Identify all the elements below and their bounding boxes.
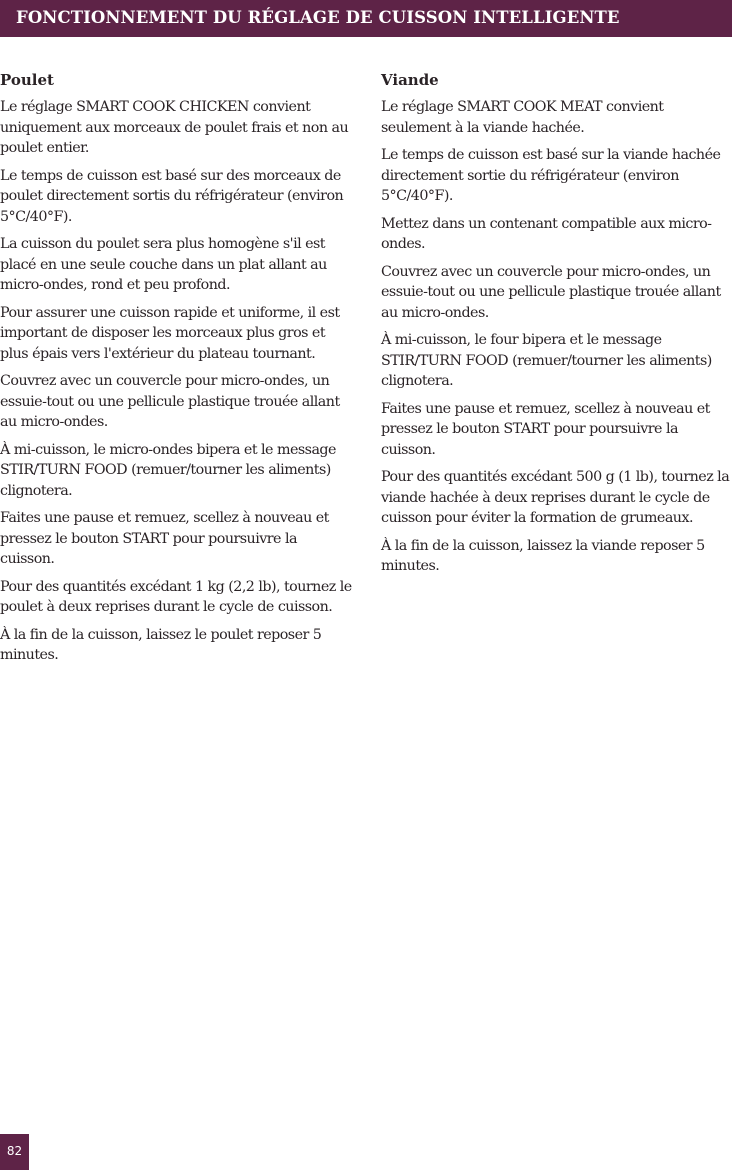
- poulet-paragraph: À mi-cuisson, le micro-ondes bipera et le message STIR/TURN FOOD (remuer/tourner les aliments) clignotera.: [0, 441, 336, 499]
- poulet-heading: Poulet: [0, 71, 54, 89]
- viande-paragraph: Le réglage SMART COOK MEAT convient seulement à la viande hachée.: [381, 99, 664, 136]
- viande-column: [381, 70, 732, 584]
- page-number: 82: [6, 1144, 23, 1158]
- poulet-paragraph: Couvrez avec un couvercle pour micro-ondes, un essuie-tout ou une pellicule plastique trouée allant au micro-ondes.: [0, 373, 340, 430]
- poulet-paragraph: Pour des quantités excédant 1 kg (2,2 lb), tournez le poulet à deux reprises durant le cycle de cuisson.: [0, 578, 352, 615]
- viande-paragraph: À mi-cuisson, le four bipera et le message STIR/TURN FOOD (remuer/tourner les aliments) clignotera.: [381, 332, 712, 389]
- viande-paragraph: Mettez dans un contenant compatible aux micro-ondes.: [381, 215, 712, 252]
- viande-paragraph: Faites une pause et remuez, scellez à nouveau et pressez le bouton START pour poursuivre la cuisson.: [381, 400, 710, 458]
- viande-paragraph: À la fin de la cuisson, laissez la viande reposer 5 minutes.: [381, 537, 705, 574]
- poulet-column: [0, 70, 354, 673]
- viande-heading: Viande: [381, 71, 439, 89]
- poulet-paragraph: Pour assurer une cuisson rapide et uniforme, il est important de disposer les morceaux plus gros et plus épais vers l'extérieur du plateau tournant.: [0, 304, 340, 362]
- poulet-paragraph: Le temps de cuisson est basé sur des morceaux de poulet directement sortis du réfrigérateur (environ 5°C/40°F).: [0, 167, 344, 225]
- section-title: FONCTIONNEMENT DU RÉGLAGE DE CUISSON INTELLIGENTE: [16, 8, 620, 27]
- poulet-paragraph: À la fin de la cuisson, laissez le poulet reposer 5 minutes.: [0, 626, 322, 663]
- viande-paragraph: Pour des quantités excédant 500 g (1 lb), tournez la viande hachée à deux reprises durant le cycle de cuisson pour éviter la formation de grumeaux.: [381, 469, 730, 526]
- poulet-paragraph: Le réglage SMART COOK CHICKEN convient uniquement aux morceaux de poulet frais et non au poulet entier.: [0, 99, 349, 156]
- poulet-paragraph: La cuisson du poulet sera plus homogène s'il est placé en une seule couche dans un plat allant au micro-ondes, rond et peu profond.: [0, 236, 327, 293]
- viande-paragraph: Couvrez avec un couvercle pour micro-ondes, un essuie-tout ou une pellicule plastique trouée allant au micro-ondes.: [381, 263, 721, 321]
- viande-paragraph: Le temps de cuisson est basé sur la viande hachée directement sortie du réfrigérateur (environ 5°C/40°F).: [381, 147, 721, 204]
- poulet-paragraph: Faites une pause et remuez, scellez à nouveau et pressez le bouton START pour poursuivre la cuisson.: [0, 510, 329, 567]
